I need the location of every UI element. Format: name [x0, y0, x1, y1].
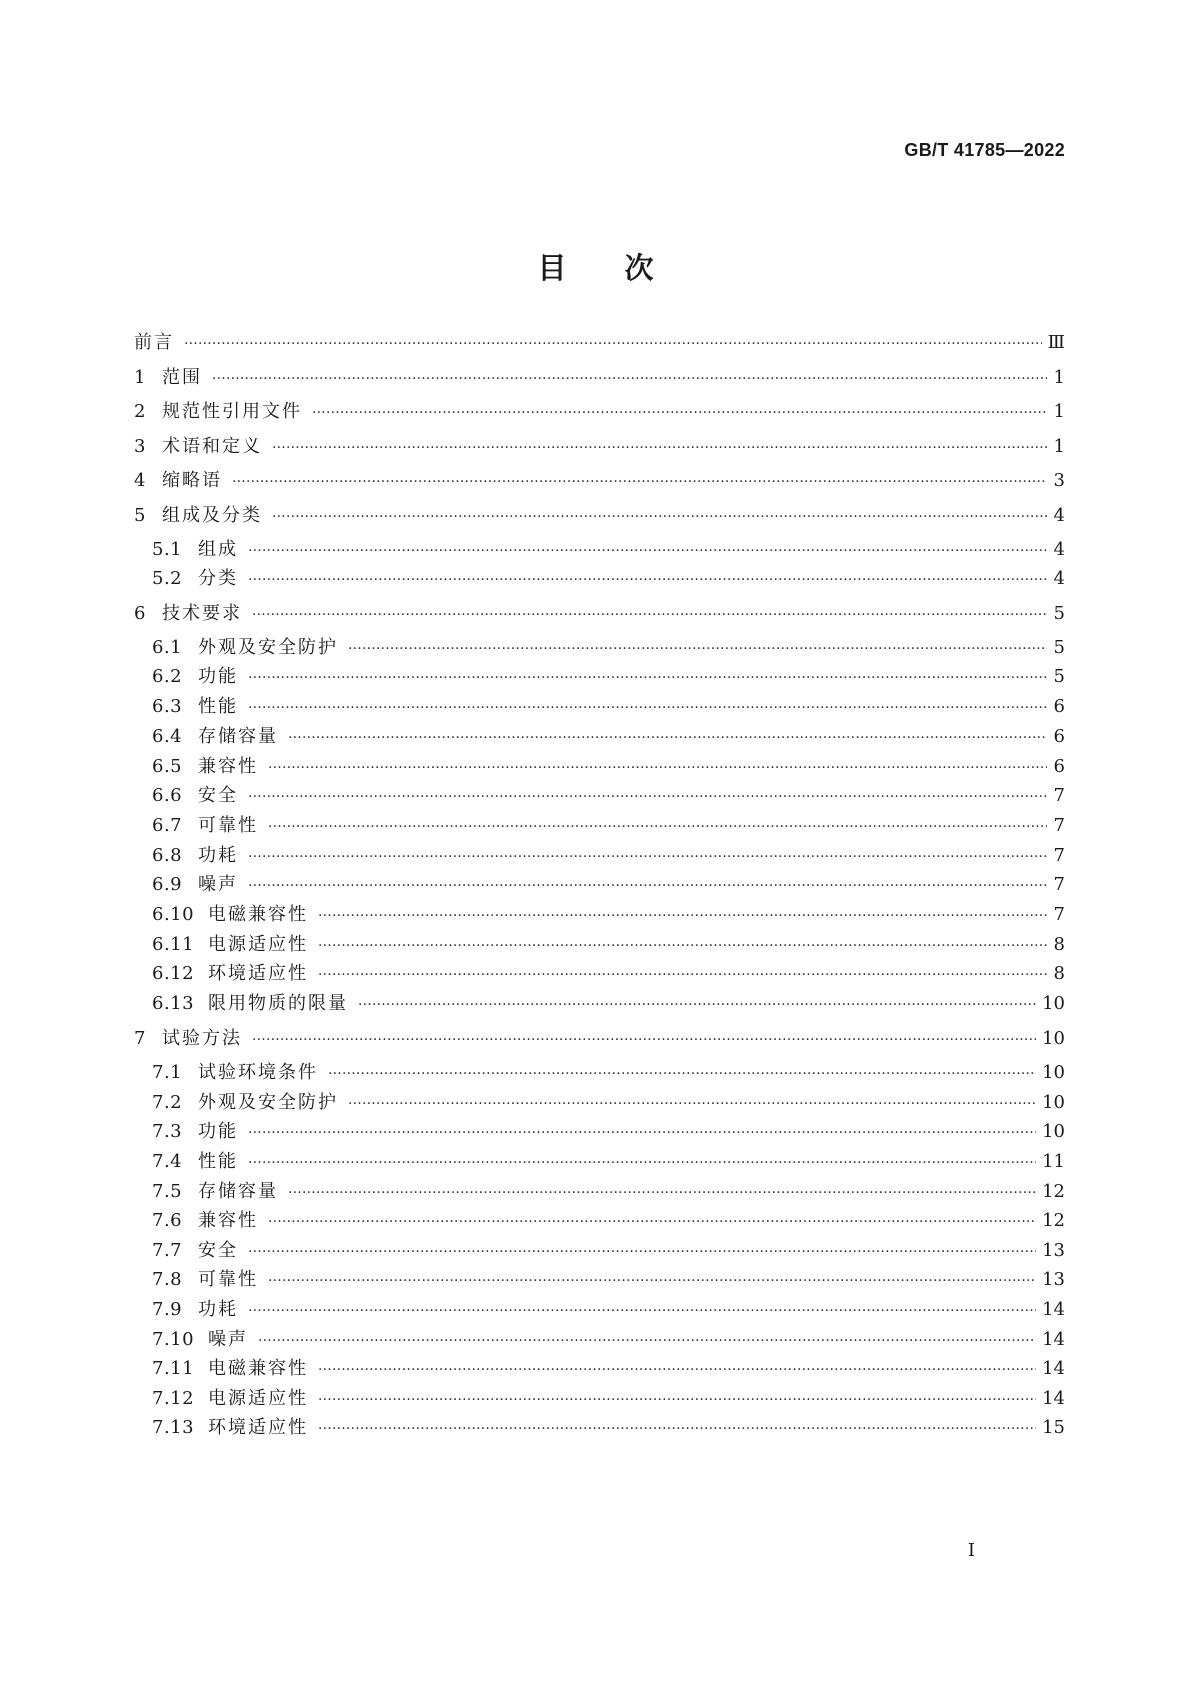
toc-entry-page: 5: [1053, 666, 1065, 687]
toc-entry-number: 3: [134, 436, 146, 457]
toc-entry-title: 前言: [134, 332, 174, 353]
toc-dot-leader: [248, 785, 1047, 809]
toc-entry-title: 环境适应性: [208, 1417, 308, 1438]
toc-entry-number: 5: [134, 505, 146, 526]
toc-entry-number: 7.4: [152, 1151, 183, 1172]
toc-entry[interactable]: [152, 1120, 1065, 1144]
toc-entry-page: 7: [1053, 785, 1065, 806]
toc-dot-leader: [288, 726, 1047, 750]
toc-entry-page: 1: [1053, 401, 1065, 422]
toc-entry-page: 14: [1042, 1358, 1065, 1379]
toc-entry-number: 7.5: [152, 1181, 183, 1202]
toc-dot-leader: [268, 1269, 1036, 1293]
toc-entry-number: 7.8: [152, 1269, 183, 1290]
toc-entry-page: 14: [1042, 1388, 1065, 1409]
toc-entry-number: 5.1: [152, 539, 183, 560]
toc-entry[interactable]: [152, 755, 1065, 779]
toc-entry-number: 7.9: [152, 1299, 183, 1320]
toc-entry-page: 3: [1053, 470, 1065, 491]
toc-entry[interactable]: [152, 665, 1065, 689]
toc-dot-leader: [272, 505, 1047, 529]
toc-entry-page: 10: [1042, 1028, 1065, 1049]
toc-entry-title: 电源适应性: [208, 1388, 308, 1409]
toc-entry[interactable]: [152, 873, 1065, 897]
toc-entry-number: 6.5: [152, 756, 183, 777]
toc-entry[interactable]: [152, 962, 1065, 986]
toc-entry-title: 安全: [198, 785, 238, 806]
toc-dot-leader: [258, 1329, 1036, 1353]
toc-dot-leader: [212, 367, 1047, 391]
toc-entry[interactable]: [152, 814, 1065, 838]
toc-entry-title: 组成及分类: [162, 505, 262, 526]
toc-dot-leader: [252, 603, 1047, 627]
toc-entry-page: 5: [1053, 637, 1065, 658]
toc-entry-title: 噪声: [208, 1329, 248, 1350]
toc-entry-number: 7.3: [152, 1121, 183, 1142]
toc-entry[interactable]: [134, 602, 1065, 626]
toc-entry-number: 1: [134, 367, 146, 388]
toc-entry-page: 8: [1053, 934, 1065, 955]
toc-dot-leader: [248, 845, 1047, 869]
page-number: Ⅰ: [967, 1540, 975, 1561]
toc-entry-title: 功耗: [198, 845, 238, 866]
toc-entry-title: 缩略语: [162, 470, 222, 491]
toc-entry-page: 7: [1053, 904, 1065, 925]
toc-entry-page: 14: [1042, 1329, 1065, 1350]
toc-entry-number: 5.2: [152, 568, 183, 589]
toc-entry[interactable]: [152, 992, 1065, 1016]
toc-entry-page: 13: [1042, 1240, 1065, 1261]
toc-entry-title: 性能: [198, 696, 238, 717]
toc-entry[interactable]: [134, 331, 1065, 355]
toc-entry-page: 10: [1042, 1121, 1065, 1142]
toc-entry[interactable]: [152, 1061, 1065, 1085]
toc-entry[interactable]: [152, 903, 1065, 927]
toc-entry-number: 4: [134, 470, 146, 491]
toc-entry-number: 7.7: [152, 1240, 183, 1261]
toc-entry[interactable]: [152, 1298, 1065, 1322]
toc-entry-title: 组成: [198, 539, 238, 560]
toc-dot-leader: [268, 815, 1047, 839]
toc-entry-title: 噪声: [198, 874, 238, 895]
toc-entry-page: 6: [1053, 756, 1065, 777]
toc-entry-page: 4: [1053, 505, 1065, 526]
toc-dot-leader: [248, 666, 1047, 690]
toc-entry-page: 6: [1053, 726, 1065, 747]
toc-dot-leader: [268, 1210, 1036, 1234]
toc-entry-number: 7.11: [152, 1358, 195, 1379]
toc-entry-page: Ⅲ: [1047, 332, 1065, 353]
toc-dot-leader: [318, 1358, 1036, 1382]
toc-entry[interactable]: [152, 933, 1065, 957]
toc-entry-title: 外观及安全防护: [198, 637, 338, 658]
toc-entry-title: 功耗: [198, 1299, 238, 1320]
toc-entry-title: 技术要求: [162, 603, 242, 624]
toc-entry-number: 6.7: [152, 815, 183, 836]
toc-title: 目次: [537, 251, 712, 285]
toc-entry-title: 兼容性: [198, 756, 258, 777]
toc-entry[interactable]: [152, 1150, 1065, 1174]
toc-entry-page: 10: [1042, 1062, 1065, 1083]
toc-entry-number: 7.12: [152, 1388, 195, 1409]
toc-entry-title: 分类: [198, 568, 238, 589]
toc-entry-title: 性能: [198, 1151, 238, 1172]
toc-entry-title: 规范性引用文件: [162, 401, 302, 422]
toc-entry-title: 试验方法: [162, 1028, 242, 1049]
toc-dot-leader: [248, 1151, 1036, 1175]
toc-entry-number: 2: [134, 401, 146, 422]
toc-entry-number: 6: [134, 603, 146, 624]
toc-entry[interactable]: [134, 400, 1065, 424]
toc-entry-page: 1: [1053, 367, 1065, 388]
toc-dot-leader: [248, 696, 1047, 720]
toc-dot-leader: [268, 756, 1047, 780]
toc-dot-leader: [252, 1028, 1036, 1052]
toc-entry-title: 功能: [198, 1121, 238, 1142]
toc-entry-page: 13: [1042, 1269, 1065, 1290]
toc-dot-leader: [184, 332, 1042, 356]
toc-entry-page: 10: [1042, 1092, 1065, 1113]
toc-entry-page: 15: [1042, 1417, 1065, 1438]
toc-entry-page: 8: [1053, 963, 1065, 984]
toc-entry[interactable]: [152, 725, 1065, 749]
toc-entry[interactable]: [152, 1268, 1065, 1292]
toc-entry-number: 6.1: [152, 637, 183, 658]
toc-entry-page: 7: [1053, 874, 1065, 895]
toc-entry[interactable]: [152, 567, 1065, 591]
toc-entry-number: 6.2: [152, 666, 183, 687]
toc-entry[interactable]: [134, 469, 1065, 493]
toc-entry-title: 电源适应性: [208, 934, 308, 955]
toc-entry-page: 4: [1053, 539, 1065, 560]
toc-entry-number: 6.10: [152, 904, 195, 925]
toc-entry-page: 7: [1053, 845, 1065, 866]
toc-dot-leader: [248, 1240, 1036, 1264]
toc-entry-page: 14: [1042, 1299, 1065, 1320]
toc-entry[interactable]: [152, 1209, 1065, 1233]
toc-entry-number: 7: [134, 1028, 146, 1049]
toc-entry-number: 7.10: [152, 1329, 195, 1350]
toc-entry-title: 试验环境条件: [198, 1062, 318, 1083]
toc-entry-title: 术语和定义: [162, 436, 262, 457]
toc-entry-title: 存储容量: [198, 1181, 278, 1202]
toc-entry-title: 环境适应性: [208, 963, 308, 984]
toc-entry-title: 可靠性: [198, 815, 258, 836]
toc-dot-leader: [348, 1092, 1036, 1116]
toc-entry-title: 安全: [198, 1240, 238, 1261]
toc-entry-number: 7.2: [152, 1092, 183, 1113]
toc-entry-number: 7.1: [152, 1062, 183, 1083]
toc-entry-page: 11: [1042, 1151, 1065, 1172]
toc-entry-number: 6.3: [152, 696, 183, 717]
toc-entry-title: 限用物质的限量: [208, 993, 348, 1014]
toc-entry[interactable]: [152, 1357, 1065, 1381]
toc-entry[interactable]: [152, 1239, 1065, 1263]
toc-entry[interactable]: [152, 1091, 1065, 1115]
toc-entry-number: 6.11: [152, 934, 195, 955]
toc-entry-number: 7.6: [152, 1210, 183, 1231]
toc-entry[interactable]: [134, 366, 1065, 390]
toc-entry-title: 功能: [198, 666, 238, 687]
toc-entry-title: 电磁兼容性: [208, 904, 308, 925]
toc-dot-leader: [288, 1181, 1036, 1205]
toc-entry-title: 兼容性: [198, 1210, 258, 1231]
toc-dot-leader: [318, 904, 1047, 928]
toc-entry-page: 6: [1053, 696, 1065, 717]
toc-entry[interactable]: [152, 1416, 1065, 1440]
toc-entry-number: 6.8: [152, 845, 183, 866]
toc-entry-page: 5: [1053, 603, 1065, 624]
toc-dot-leader: [248, 874, 1047, 898]
toc-entry[interactable]: [134, 435, 1065, 459]
toc-entry[interactable]: [152, 636, 1065, 660]
toc-entry-title: 范围: [162, 367, 202, 388]
toc-dot-leader: [248, 539, 1047, 563]
toc-entry-page: 1: [1053, 436, 1065, 457]
toc-entry[interactable]: [152, 1180, 1065, 1204]
toc-dot-leader: [348, 637, 1047, 661]
standard-code: GB/T 41785—2022: [904, 140, 1065, 160]
toc-entry-number: 6.9: [152, 874, 183, 895]
toc-dot-leader: [318, 1417, 1036, 1441]
toc-entry[interactable]: [134, 504, 1065, 528]
toc-entry-number: 6.12: [152, 963, 195, 984]
toc-entry[interactable]: [152, 844, 1065, 868]
toc-entry[interactable]: [134, 1027, 1065, 1051]
toc-entry-title: 外观及安全防护: [198, 1092, 338, 1113]
toc-dot-leader: [248, 568, 1047, 592]
toc-entry-title: 可靠性: [198, 1269, 258, 1290]
toc-dot-leader: [318, 934, 1047, 958]
toc-entry-title: 存储容量: [198, 726, 278, 747]
toc-entry-number: 7.13: [152, 1417, 195, 1438]
toc-dot-leader: [328, 1062, 1036, 1086]
toc-entry-number: 6.13: [152, 993, 195, 1014]
toc-entry-page: 12: [1042, 1181, 1065, 1202]
toc-entry[interactable]: [152, 784, 1065, 808]
toc-entry-page: 4: [1053, 568, 1065, 589]
toc-dot-leader: [272, 436, 1047, 460]
toc-dot-leader: [318, 1388, 1036, 1412]
toc-entry-title: 电磁兼容性: [208, 1358, 308, 1379]
toc-entry[interactable]: [152, 1387, 1065, 1411]
toc-entry-page: 10: [1042, 993, 1065, 1014]
toc-entry-page: 7: [1053, 815, 1065, 836]
toc-entry-page: 12: [1042, 1210, 1065, 1231]
toc-dot-leader: [318, 963, 1047, 987]
toc-dot-leader: [248, 1121, 1036, 1145]
toc-dot-leader: [248, 1299, 1036, 1323]
toc-entry-number: 6.4: [152, 726, 183, 747]
toc-entry-number: 6.6: [152, 785, 183, 806]
toc-dot-leader: [358, 993, 1036, 1017]
toc-entry[interactable]: [152, 695, 1065, 719]
toc-entry[interactable]: [152, 538, 1065, 562]
toc-dot-leader: [312, 401, 1047, 425]
toc-dot-leader: [232, 470, 1047, 494]
toc-entry[interactable]: [152, 1328, 1065, 1352]
